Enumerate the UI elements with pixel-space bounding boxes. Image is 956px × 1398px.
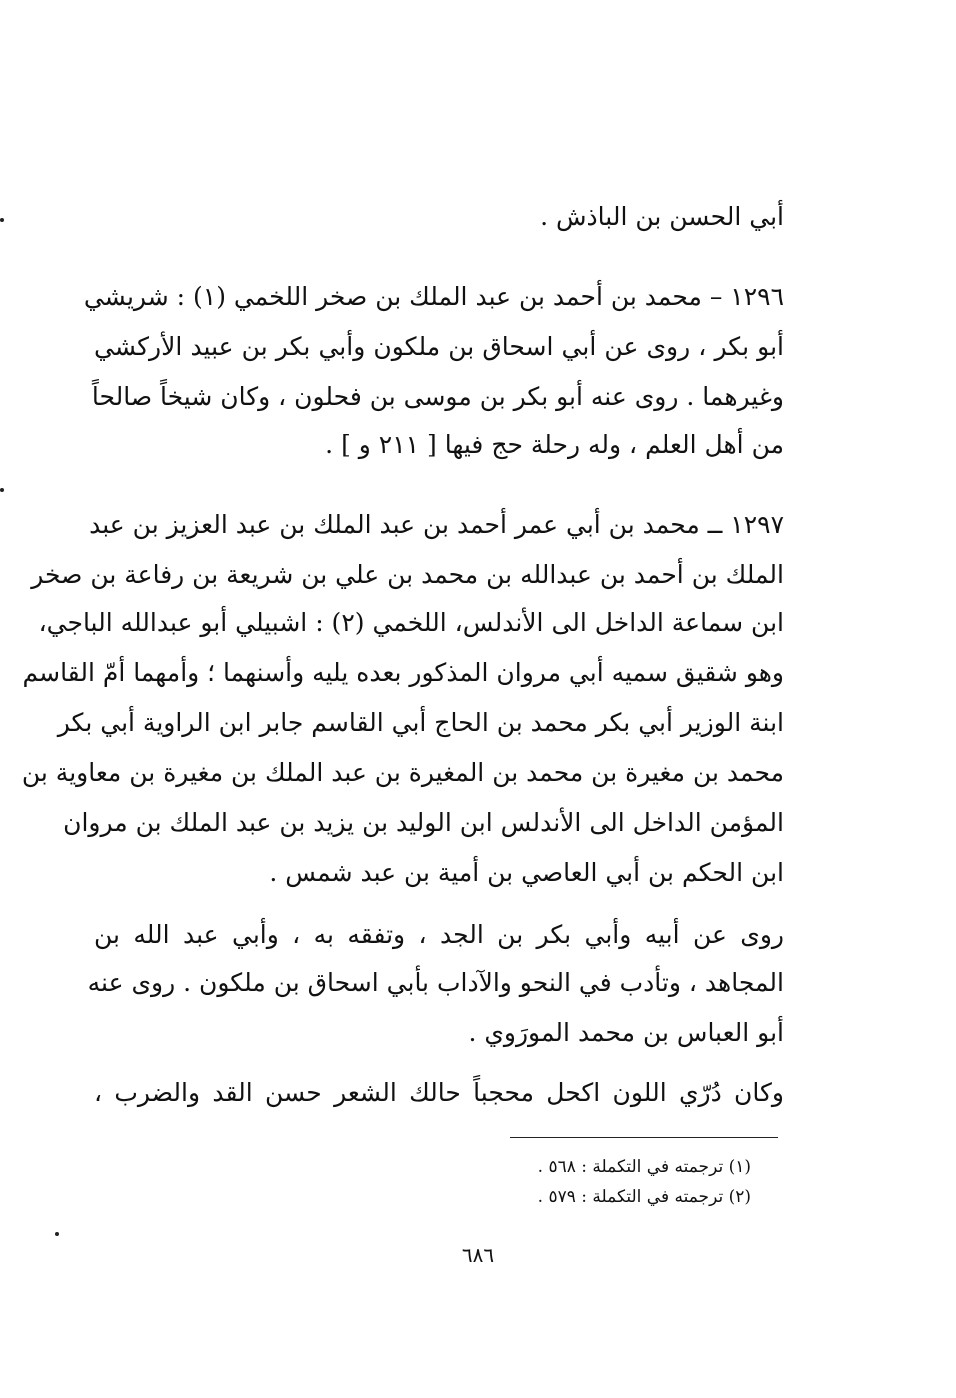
entry-1296-line-1: ١٢٩٦ – محمد بن أحمد بن عبد الملك بن صخر اللخمي (١) : شريشي (83, 282, 784, 311)
footnote-1: (١) ترجمته في التكملة : ٥٦٨ . (537, 1157, 751, 1177)
entry-1297-line-4: وهو شقيق سميه أبي مروان المذكور بعده يليه وأسنهما ؛ وأمهما أمّ القاسم (22, 658, 784, 687)
paragraph-2-line-2: المجاهد ، وتأدب في النحو والآداب بأبي اسحاق بن ملكون . روى عنه (87, 968, 784, 997)
scan-speck (0, 488, 4, 492)
entry-1297-line-3: ابن سماعة الداخل الى الأندلس، اللخمي (٢) : اشبيلي أبو عبدالله الباجي، (38, 608, 784, 637)
scan-speck (0, 218, 4, 222)
footnote-2: (٢) ترجمته في التكملة : ٥٧٩ . (537, 1187, 751, 1207)
paragraph-2-line-1: روى عن أبيه وأبي بكر بن الجد ، وتفقه به ، وأبي عبد الله بن (94, 920, 784, 949)
page-number: ٦٨٦ (461, 1243, 495, 1267)
entry-1296-line-3: وغيرهما . روى عنه أبو بكر بن موسى بن فحلون ، وكان شيخاً صالحاً (91, 382, 784, 411)
text-line-1: أبي الحسن بن الباذش . (540, 202, 784, 231)
entry-1297-line-7: المؤمن الداخل الى الأندلس ابن الوليد بن يزيد بن عبد الملك بن مروان (63, 808, 784, 837)
scan-speck (55, 1232, 59, 1236)
entry-1297-line-2: الملك بن أحمد بن عبدالله بن محمد بن علي بن شريعة بن رفاعة بن صخر (31, 560, 784, 589)
entry-1296-line-4: من أهل العلم ، وله رحلة حج فيها [ ٢١١ و ] . (325, 430, 784, 459)
paragraph-2-line-3: أبو العباس بن محمد المورَوي . (468, 1018, 784, 1047)
entry-1297-line-8: ابن الحكم بن أبي العاصي بن أمية بن عبد شمس . (269, 858, 784, 887)
entry-1297-line-5: ابنة الوزير أبي بكر محمد بن الحاج أبي القاسم جابر ابن الراوية أبي بكر (57, 708, 784, 737)
entry-1297-line-6: محمد بن مغيرة بن محمد بن المغيرة بن عبد الملك بن مغيرة بن معاوية بن (21, 758, 784, 787)
paragraph-3-line-1: وكان دُرّي اللون اكحل محجباً حالك الشعر حسن القد والضرب ، (94, 1078, 784, 1107)
entry-1297-line-1: ١٢٩٧ ــ محمد بن أبي عمر أحمد بن عبد الملك بن عبد العزيز بن عبد (89, 510, 784, 539)
footnote-separator (510, 1137, 778, 1138)
entry-1296-line-2: أبو بكر ، روى عن أبي اسحاق بن ملكون وأبي بكر بن عبيد الأركشي (94, 332, 784, 361)
